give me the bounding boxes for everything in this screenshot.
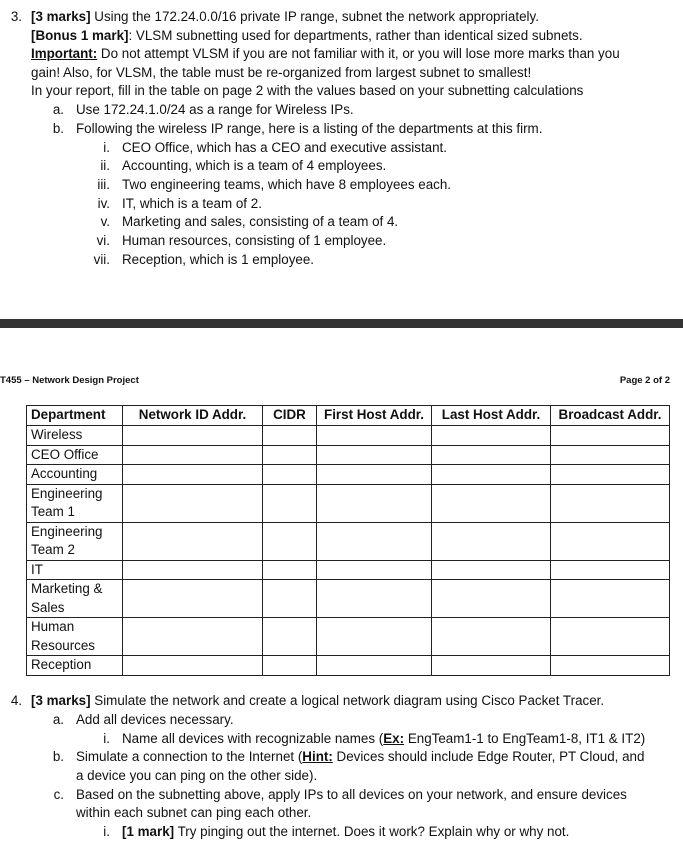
page-break-divider xyxy=(0,319,683,328)
broadcast-cell[interactable] xyxy=(551,426,670,446)
q4-c-i-line xyxy=(122,823,569,841)
department-cell xyxy=(27,656,123,676)
table-row xyxy=(27,580,670,618)
col-header-broadcast: Broadcast Addr. xyxy=(551,406,670,426)
last-host-cell[interactable] xyxy=(432,484,551,522)
table-row xyxy=(27,560,670,580)
q3-item-b-marker: b. xyxy=(52,121,64,136)
department-name: Accounting xyxy=(31,466,98,481)
q3-marks: [3 marks] xyxy=(31,9,91,24)
table-header-row xyxy=(27,406,670,426)
q3-item-b-text: Following the wireless IP range, here is a listing of the departments at this firm. xyxy=(76,121,543,136)
broadcast-cell[interactable] xyxy=(551,580,670,618)
table-row xyxy=(27,656,670,676)
department-name: Engineering xyxy=(31,523,103,539)
q3-important-line xyxy=(31,45,620,63)
department-name: IT xyxy=(31,561,43,577)
page-header-page-number: Page 2 of 2 xyxy=(619,375,670,386)
q4-item-b-marker: b. xyxy=(52,749,64,764)
q3-bonus-label: [Bonus 1 mark] xyxy=(31,28,129,43)
department-name-cont: Team 1 xyxy=(31,504,75,519)
broadcast-cell[interactable] xyxy=(551,522,670,560)
q3-bonus-line xyxy=(31,27,583,45)
department-name: Engineering xyxy=(31,485,103,501)
last-host-cell[interactable] xyxy=(432,656,551,676)
department-name-cont: Sales xyxy=(31,599,65,615)
q4-c-i-marker: i. xyxy=(103,824,110,839)
q3-report-line: In your report, fill in the table on page 2 with the values based on your subnetting calculations xyxy=(31,83,584,98)
department-cell xyxy=(27,580,123,618)
first-host-cell[interactable] xyxy=(317,580,432,618)
cidr-cell[interactable] xyxy=(263,656,317,676)
q3-intro-line xyxy=(31,8,539,26)
network-id-cell[interactable] xyxy=(123,445,263,465)
network-id-cell[interactable] xyxy=(123,522,263,560)
network-id-cell[interactable] xyxy=(123,656,263,676)
dept-vii-marker: vii. xyxy=(93,252,110,267)
department-cell xyxy=(27,426,123,446)
dept-v-text: Marketing and sales, consisting of a team of 4. xyxy=(122,214,399,229)
q4-c-i-text: Try pinging out the internet. Does it work? Explain why or why not. xyxy=(174,824,570,839)
department-name: Reception xyxy=(31,657,92,672)
first-host-cell[interactable] xyxy=(317,656,432,676)
department-name-cont: Team 2 xyxy=(31,542,75,557)
q4-a-i-pre: Name all devices with recognizable names ( xyxy=(122,731,384,746)
q4-b-post: Devices should include Edge Router, PT Cloud, and xyxy=(332,749,645,764)
q4-item-a-marker: a. xyxy=(52,712,64,727)
dept-vi-marker: vi. xyxy=(96,233,110,248)
col-header-cidr: CIDR xyxy=(263,406,317,426)
department-cell xyxy=(27,484,123,522)
department-cell xyxy=(27,560,123,580)
dept-vi-text: Human resources, consisting of 1 employee. xyxy=(122,233,387,248)
q3-intro-text: Using the 172.24.0.0/16 private IP range, subnet the network appropriately. xyxy=(90,9,539,24)
q3-item-a-marker: a. xyxy=(52,102,64,117)
col-header-first-host: First Host Addr. xyxy=(317,406,432,426)
last-host-cell[interactable] xyxy=(432,618,551,656)
cidr-cell[interactable] xyxy=(263,445,317,465)
cidr-cell[interactable] xyxy=(263,618,317,656)
network-id-cell[interactable] xyxy=(123,560,263,580)
department-cell xyxy=(27,618,123,656)
dept-i-marker: i. xyxy=(103,140,110,155)
q4-marks: [3 marks] xyxy=(31,693,91,708)
broadcast-cell[interactable] xyxy=(551,465,670,485)
q3-important-text: Do not attempt VLSM if you are not familiar with it, or you will lose more marks than you xyxy=(97,46,620,61)
dept-iii-marker: iii. xyxy=(97,177,110,192)
dept-ii-marker: ii. xyxy=(100,158,110,173)
col-header-department: Department xyxy=(27,406,123,426)
department-cell xyxy=(27,445,123,465)
first-host-cell[interactable] xyxy=(317,560,432,580)
q4-item-a-text: Add all devices necessary. xyxy=(76,712,234,727)
table-row xyxy=(27,484,670,522)
first-host-cell[interactable] xyxy=(317,618,432,656)
q4-item-c-cont: within each subnet can ping each other. xyxy=(76,805,312,820)
department-cell xyxy=(27,522,123,560)
q4-intro-line xyxy=(31,692,604,710)
q4-intro-text: Simulate the network and create a logical network diagram using Cisco Packet Tracer. xyxy=(90,693,605,708)
q3-important-cont: gain! Also, for VLSM, the table must be re-organized from largest subnet to smallest! xyxy=(31,65,532,80)
page-header-title: T455 – Network Design Project xyxy=(0,375,139,386)
last-host-cell[interactable] xyxy=(432,522,551,560)
dept-ii-text: Accounting, which is a team of 4 employees. xyxy=(122,158,387,173)
department-name: Marketing & xyxy=(31,581,103,596)
subnet-table xyxy=(26,405,670,676)
network-id-cell[interactable] xyxy=(123,618,263,656)
q4-b-pre: Simulate a connection to the Internet ( xyxy=(76,749,303,764)
q4-b-hint-label: Hint: xyxy=(302,749,333,764)
q4-item-c-marker: c. xyxy=(53,787,64,802)
q4-a-i-post: EngTeam1-1 to EngTeam1-8, IT1 & IT2) xyxy=(404,731,646,746)
q4-item-c-text: Based on the subnetting above, apply IPs to all devices on your network, and ensure devices xyxy=(76,787,627,802)
first-host-cell[interactable] xyxy=(317,465,432,485)
network-id-cell[interactable] xyxy=(123,465,263,485)
network-id-cell[interactable] xyxy=(123,426,263,446)
dept-v-marker: v. xyxy=(100,214,110,229)
department-cell xyxy=(27,465,123,485)
dept-i-text: CEO Office, which has a CEO and executive assistant. xyxy=(122,140,447,155)
q3-important-label: Important: xyxy=(31,46,98,61)
network-id-cell[interactable] xyxy=(123,484,263,522)
first-host-cell[interactable] xyxy=(317,522,432,560)
q4-a-i-example-label: Ex: xyxy=(383,731,405,746)
q4-item-b-line xyxy=(76,748,644,766)
last-host-cell[interactable] xyxy=(432,560,551,580)
q3-item-a-text: Use 172.24.1.0/24 as a range for Wireless IPs. xyxy=(76,102,354,117)
dept-iii-text: Two engineering teams, which have 8 employees each. xyxy=(122,177,452,192)
cidr-cell[interactable] xyxy=(263,426,317,446)
q3-bonus-text: : VLSM subnetting used for departments, rather than identical sized subnets. xyxy=(128,28,583,43)
cidr-cell[interactable] xyxy=(263,465,317,485)
table-row xyxy=(27,426,670,446)
cidr-cell[interactable] xyxy=(263,560,317,580)
department-name-cont: Resources xyxy=(31,637,96,653)
table-row xyxy=(27,522,670,560)
col-header-last-host: Last Host Addr. xyxy=(432,406,551,426)
q3-number: 3. xyxy=(10,9,22,24)
q4-c-i-marks: [1 mark] xyxy=(122,824,175,839)
cidr-cell[interactable] xyxy=(263,522,317,560)
last-host-cell[interactable] xyxy=(432,426,551,446)
broadcast-cell[interactable] xyxy=(551,560,670,580)
department-name: Wireless xyxy=(31,427,83,442)
cidr-cell[interactable] xyxy=(263,580,317,618)
first-host-cell[interactable] xyxy=(317,445,432,465)
table-row xyxy=(27,445,670,465)
last-host-cell[interactable] xyxy=(432,465,551,485)
last-host-cell[interactable] xyxy=(432,445,551,465)
network-id-cell[interactable] xyxy=(123,580,263,618)
department-name: CEO Office xyxy=(31,446,99,462)
dept-iv-text: IT, which is a team of 2. xyxy=(122,196,262,211)
q4-a-i-line xyxy=(122,730,645,748)
q4-number: 4. xyxy=(10,693,22,708)
table-row xyxy=(27,465,670,485)
first-host-cell[interactable] xyxy=(317,426,432,446)
broadcast-cell[interactable] xyxy=(551,445,670,465)
last-host-cell[interactable] xyxy=(432,580,551,618)
dept-vii-text: Reception, which is 1 employee. xyxy=(122,252,315,267)
q4-item-b-cont: a device you can ping on the other side). xyxy=(76,768,318,783)
cidr-cell[interactable] xyxy=(263,484,317,522)
broadcast-cell[interactable] xyxy=(551,656,670,676)
broadcast-cell[interactable] xyxy=(551,618,670,656)
col-header-network-id: Network ID Addr. xyxy=(123,406,263,426)
department-name: Human xyxy=(31,619,75,634)
q4-a-i-marker: i. xyxy=(103,731,110,746)
table-row xyxy=(27,618,670,656)
first-host-cell[interactable] xyxy=(317,484,432,522)
dept-iv-marker: iv. xyxy=(97,196,110,211)
broadcast-cell[interactable] xyxy=(551,484,670,522)
